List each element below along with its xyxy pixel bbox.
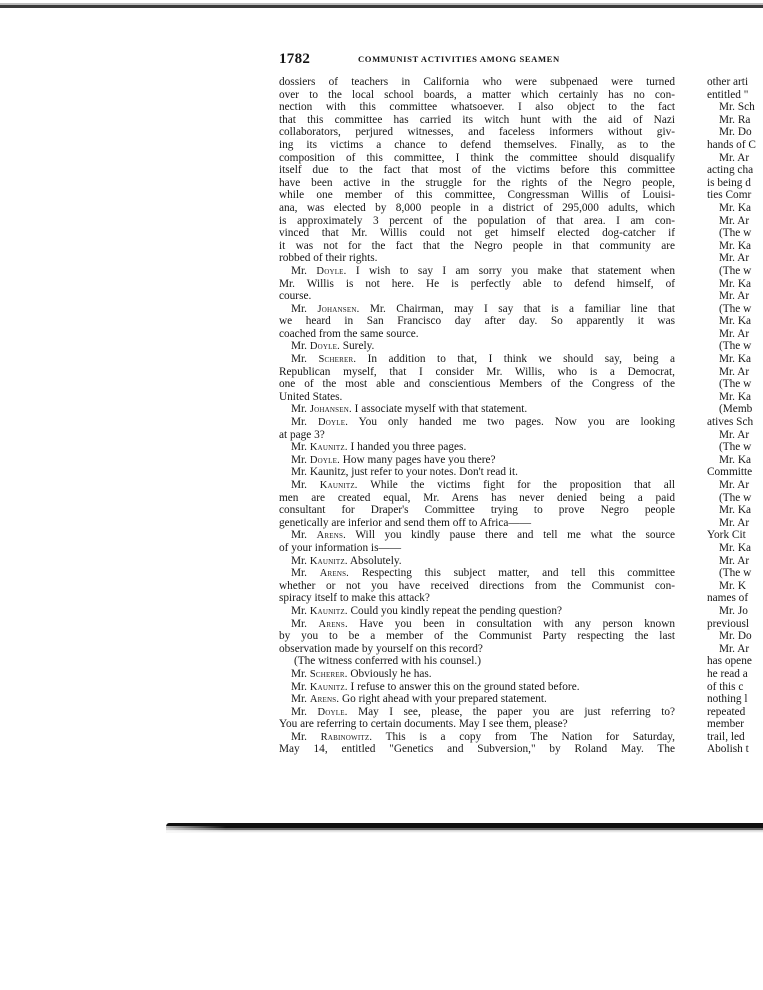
text-line: Mr. Ar <box>719 428 750 441</box>
text-line: of this c <box>707 680 744 693</box>
text-line <box>279 315 675 328</box>
text-line <box>279 580 675 593</box>
text-line <box>279 693 675 706</box>
text-line: (The w <box>719 264 752 277</box>
text-run: I associate myself with that statement. <box>351 403 528 416</box>
text-run: robbed of their rights. <box>279 252 378 265</box>
speaker-name: Scherer. <box>318 354 357 366</box>
text-run: nection with this committee whatsoever. I also object to the fact <box>279 101 675 114</box>
text-run: Mr. <box>291 667 310 680</box>
text-run: Mr. <box>291 441 310 454</box>
speaker-name: Johansen. <box>317 303 360 315</box>
speaker-name: Doyle. <box>317 706 348 718</box>
text-line: Mr. Sch <box>719 101 755 114</box>
text-run: Respecting this subject matter, and tell this committee <box>349 567 675 580</box>
text-run: of your information is—— <box>279 541 402 554</box>
text-run: ana, was elected by 8,000 people in a district of 295,000 adults, which <box>279 201 675 214</box>
text-run: Mr. Chairman, may I say that is a familiar line that <box>359 302 675 315</box>
text-run: while one member of this committee, Congressman Willis of Louisi- <box>279 189 675 202</box>
text-line: Mr. Ar <box>719 479 750 491</box>
text-run: Mr. <box>291 680 310 693</box>
page-number: 1782 <box>279 51 311 67</box>
text-run: This is a copy from The Nation for Saturday, <box>372 730 675 743</box>
text-line: Mr. Ra <box>719 113 751 126</box>
text-run: Republican myself, that I consider Mr. Willis, who is a Democrat, <box>279 365 675 378</box>
speaker-name: Kaunitz. <box>309 605 348 617</box>
text-run: Mr. <box>291 340 310 353</box>
text-line: trail, led <box>707 730 745 743</box>
text-line <box>279 189 675 202</box>
text-run: men are created equal, Mr. Arens has never denied being a paid <box>279 491 675 504</box>
text-run: that this committee has carried its witch hunt with the aid of Nazi <box>279 113 675 126</box>
text-line: Mr. Ar <box>719 214 750 227</box>
text-line <box>279 252 675 265</box>
text-run: spiracy itself to make this attack? <box>279 592 430 605</box>
text-run: genetically are inferior and send them off to Africa—— <box>279 516 531 529</box>
text-line: Abolish t <box>707 743 749 756</box>
text-run: consultant for Draper's Committee trying to prove Negro people <box>279 504 675 517</box>
text-run: I wish to say I am sorry you make that statement when <box>346 264 675 277</box>
text-line <box>279 655 675 668</box>
text-line: acting cha <box>707 164 754 177</box>
text-run: In addition to that, I think we should say, being a <box>356 353 675 366</box>
text-run: Obviously he has. <box>347 667 432 680</box>
text-run: it was not for the fact that the Negro people in that community are <box>279 239 675 252</box>
text-line: Mr. Ka <box>719 239 752 252</box>
text-line: other arti <box>707 76 749 88</box>
text-line: Mr. Ka <box>719 504 752 517</box>
text-line <box>279 643 675 656</box>
text-line <box>279 290 675 303</box>
text-line: Mr. Ar <box>719 642 750 655</box>
text-line: has opene <box>707 655 752 668</box>
text-line <box>279 391 675 404</box>
text-run: (The witness conferred with his counsel.) <box>294 655 481 668</box>
text-run: itself due to the fact that most of the victims before this committee <box>279 164 675 177</box>
text-run: Mr. <box>291 403 310 416</box>
text-line: Mr. Ka <box>719 277 752 290</box>
text-line <box>279 378 675 391</box>
text-line: (The w <box>719 491 752 504</box>
bottom-page-edge <box>166 823 763 833</box>
text-run: Mr. <box>291 416 318 429</box>
text-line <box>279 492 675 505</box>
text-run: Surely. <box>339 340 375 353</box>
text-run: Go right ahead with your prepared statement. <box>339 693 547 706</box>
text-line <box>279 240 675 253</box>
text-line <box>279 278 675 291</box>
text-run: Mr. <box>291 479 320 491</box>
text-line <box>279 567 675 580</box>
text-line <box>279 177 675 190</box>
text-line <box>279 429 675 442</box>
text-line <box>279 340 675 353</box>
speaker-name: Arens. <box>309 694 340 706</box>
text-run: at page 3? <box>279 428 325 441</box>
text-run: Mr. <box>291 302 318 315</box>
text-run: collaborators, perjured witnesses, and faceless informers without giv- <box>279 126 675 139</box>
text-line <box>279 466 675 479</box>
page-header <box>279 51 679 69</box>
text-line: Mr. Ar <box>719 290 750 303</box>
text-line: Mr. Ar <box>719 365 750 378</box>
speaker-name: Doyle. <box>318 417 349 429</box>
text-line <box>279 215 675 228</box>
text-line <box>279 202 675 215</box>
text-line: (The w <box>719 340 752 353</box>
text-line: atives Sch <box>707 416 754 429</box>
text-line <box>279 618 675 631</box>
text-line: Mr. Ar <box>719 151 750 164</box>
text-run: United States. <box>279 390 343 403</box>
speaker-name: Doyle. <box>309 454 340 466</box>
text-line <box>279 681 675 694</box>
text-line: Mr. K <box>719 579 746 592</box>
text-run: I handed you three pages. <box>347 441 467 454</box>
text-run: Have you been in consultation with any person known <box>347 617 675 630</box>
text-line <box>279 454 675 467</box>
text-line: names of <box>707 592 749 605</box>
speaker-name: Rabinowitz. <box>320 731 373 743</box>
text-line <box>279 592 675 605</box>
text-line <box>279 743 675 756</box>
text-line: previousl <box>707 617 750 630</box>
text-line: Mr. Ar <box>719 516 750 529</box>
text-line: Mr. Ka <box>719 315 752 328</box>
text-run: over to the local school boards, a matter which certainly has no con- <box>279 88 675 101</box>
text-line: ties Comr <box>707 189 752 202</box>
text-run: Mr. <box>291 529 317 542</box>
text-run: one of the most able and conscientious Members of the Congress of the <box>279 378 675 391</box>
text-line: Mr. Do <box>719 126 752 139</box>
text-line <box>279 504 675 517</box>
text-run: Mr. <box>291 730 321 743</box>
text-line: Mr. Do <box>719 630 752 643</box>
text-run: Mr. <box>291 617 319 630</box>
text-line: Committe <box>707 466 753 479</box>
text-line <box>279 152 675 165</box>
speaker-name: Johansen. <box>309 404 352 416</box>
text-line <box>279 76 675 89</box>
text-line <box>279 126 675 139</box>
text-line <box>279 416 675 429</box>
text-run: have been active in the struggle for the rights of the Negro people, <box>279 176 675 189</box>
running-head: COMMUNIST ACTIVITIES AMONG SEAMEN <box>358 54 560 64</box>
text-line: nothing l <box>707 693 748 706</box>
text-line: Mr. Ar <box>719 554 750 567</box>
text-run: While the victims fight for the proposition that all <box>357 479 675 491</box>
text-line <box>279 265 675 278</box>
text-run: How many pages have you there? <box>339 453 496 466</box>
text-run: Mr. <box>291 693 310 706</box>
text-line <box>279 139 675 152</box>
text-line: entitled " <box>707 88 749 101</box>
text-line <box>279 479 675 492</box>
text-line <box>279 227 675 240</box>
text-line <box>279 328 675 341</box>
text-line: (Memb <box>719 403 753 416</box>
text-run: Will you kindly pause there and tell me what the source <box>345 529 675 542</box>
text-run: Mr. Willis is not here. He is perfectly able to defend himself, of <box>279 277 675 290</box>
speaker-name: Arens. <box>319 568 350 580</box>
speaker-name: Kaunitz. <box>319 480 358 491</box>
text-line <box>279 542 675 555</box>
text-run: Mr. <box>291 567 320 580</box>
text-line: Mr. Ar <box>719 327 750 340</box>
scan-edge-shading <box>166 826 226 832</box>
text-line: repeated <box>707 705 746 718</box>
text-line: member <box>707 718 745 731</box>
text-line: Mr. Ka <box>719 201 752 214</box>
text-line <box>279 529 675 542</box>
text-line <box>279 89 675 102</box>
speaker-name: Kaunitz. <box>309 555 348 567</box>
text-run: Mr. <box>291 604 310 617</box>
text-line <box>279 555 675 568</box>
text-run: Mr. <box>291 264 317 277</box>
text-line: Mr. Jo <box>719 604 748 617</box>
text-line: York Cit <box>707 529 746 542</box>
text-line: Mr. Ka <box>719 541 752 554</box>
text-run: ing its victims a chance to defend themselves. Finally, as to the <box>279 138 675 151</box>
text-line <box>279 114 675 127</box>
text-run: Mr. <box>291 353 319 366</box>
text-run: Mr. Kaunitz, just refer to your notes. Don't read it. <box>291 466 518 479</box>
speaker-name: Arens. <box>316 530 346 542</box>
text-run: Mr. <box>291 705 318 718</box>
text-line: Mr. Ka <box>719 453 752 466</box>
text-line <box>279 668 675 681</box>
text-run: vinced that Mr. Willis could not get himself elected dog-catcher if <box>279 227 675 240</box>
text-run: You only handed me two pages. Now you are looking <box>348 416 675 429</box>
text-line <box>279 517 675 530</box>
speaker-name: Kaunitz. <box>309 681 348 693</box>
text-run: coached from the same source. <box>279 327 419 340</box>
text-line: Mr. Ka <box>719 353 752 366</box>
text-run: we heard in San Francisco day after day. So apparently it was <box>279 315 675 328</box>
text-run: course. <box>279 290 312 303</box>
text-run: composition of this committee, I think the committee should disqualify <box>279 151 675 164</box>
text-line: (The w <box>719 441 752 454</box>
text-line <box>279 164 675 177</box>
text-line: Mr. Ka <box>719 390 752 403</box>
text-run: by you to be a member of the Communist Party respecting the last <box>279 630 675 643</box>
text-run: You are referring to certain documents. May I see them, please? <box>279 718 568 731</box>
text-run: May 14, entitled "Genetics and Subversion," by Roland May. The <box>279 743 675 756</box>
text-line <box>279 101 675 114</box>
speaker-name: Doyle. <box>309 341 340 353</box>
text-run: observation made by yourself on this record? <box>279 642 483 655</box>
text-run: Mr. <box>291 554 310 567</box>
text-line <box>279 706 675 719</box>
text-run: Could you kindly repeat the pending question? <box>347 604 562 617</box>
text-run: Absolutely. <box>347 554 402 567</box>
text-line: (The w <box>719 302 752 315</box>
text-run: is approximately 3 percent of the population of that area. I am con- <box>279 214 675 227</box>
speaker-name: Scherer. <box>309 668 348 680</box>
text-line: (The w <box>719 567 752 580</box>
text-line: hands of C <box>707 138 756 151</box>
text-line: Mr. Ar <box>719 252 750 265</box>
main-text-column <box>279 76 675 756</box>
text-line <box>279 731 675 744</box>
text-line <box>279 718 675 731</box>
text-line <box>279 605 675 618</box>
speaker-name: Doyle. <box>316 265 347 277</box>
text-line <box>279 303 675 316</box>
text-line <box>279 366 675 379</box>
text-line: (The w <box>719 378 752 391</box>
text-run: dossiers of teachers in California who were subpenaed were turned <box>279 76 675 88</box>
text-run: whether or not you have received directions from the Communist con- <box>279 579 675 592</box>
text-line <box>279 630 675 643</box>
text-line <box>279 353 675 366</box>
text-run: I refuse to answer this on the ground stated before. <box>347 680 580 693</box>
text-line <box>279 441 675 454</box>
text-line: he read a <box>707 667 748 680</box>
speaker-name: Kaunitz. <box>309 442 348 454</box>
text-run: Mr. <box>291 453 310 466</box>
text-line: is being d <box>707 176 751 189</box>
text-run: May I see, please, the paper you are just referring to? <box>347 705 675 718</box>
text-line <box>279 403 675 416</box>
top-page-rule <box>0 0 763 9</box>
adjacent-page-text-column <box>707 76 763 766</box>
text-line: (The w <box>719 227 752 240</box>
speaker-name: Arens. <box>318 618 348 630</box>
